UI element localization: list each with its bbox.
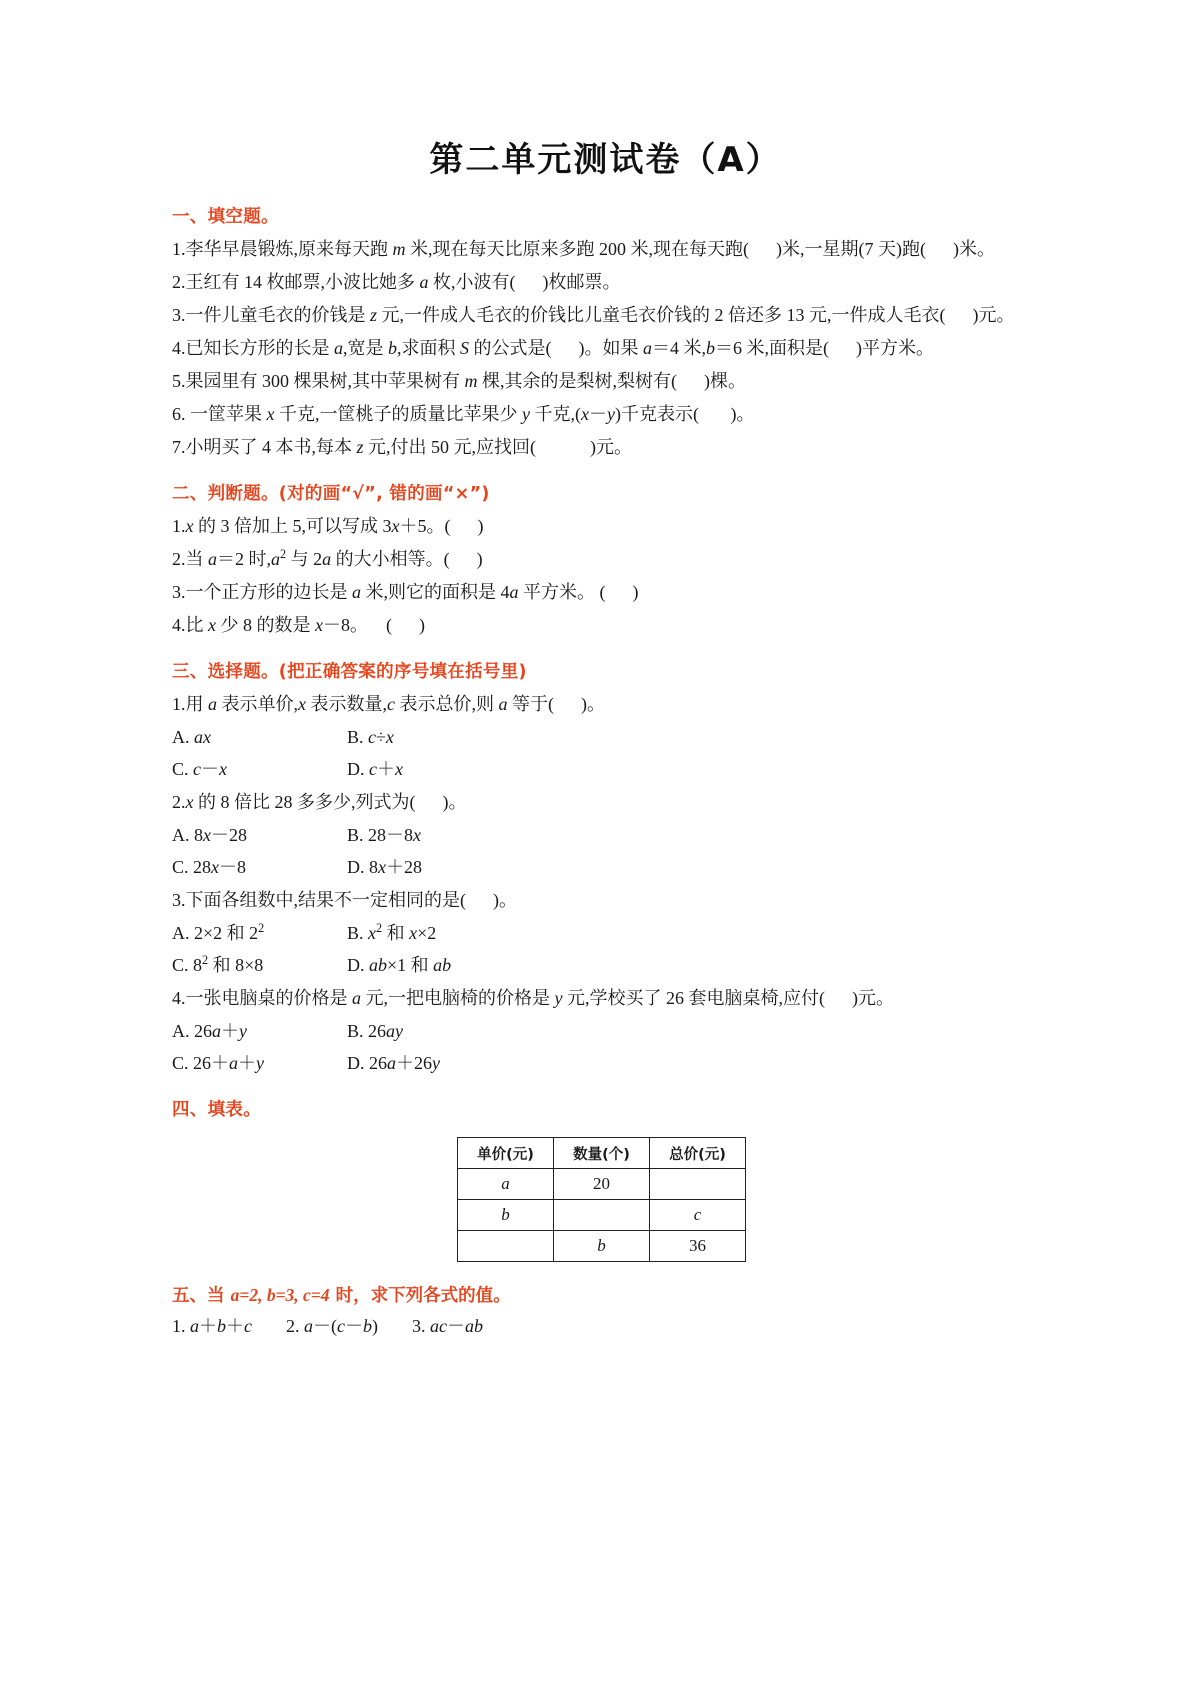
question-2-4: 4.比 x 少 8 的数是 x－8。 ( ) [172, 615, 425, 635]
question-3-1-options-row1 [172, 722, 1031, 752]
table-header-total-price: 总价(元) [650, 1138, 746, 1169]
table-row [458, 1231, 746, 1262]
question-3-4-stem: 4.一张电脑桌的价格是 a 元,一把电脑椅的价格是 y 元,学校买了 26 套电脑桌椅,应付( )元。 [172, 988, 894, 1008]
option-3-2-b[interactable]: B. 28－8x [347, 825, 422, 845]
option-3-3-c[interactable]: C. $8^2$ 和 8×8 [172, 953, 264, 975]
option-3-3-b[interactable]: B. $x^2$ 和 x×2 [347, 921, 437, 943]
section-heading-fill-in-blanks: 一、填空题。 [172, 207, 279, 227]
section-heading-true-false: 二、判断题。(对的画“√”, 错的画“×”) [172, 484, 490, 504]
option-3-4-c[interactable]: C. 26＋a＋y [172, 1053, 265, 1073]
question-1-7: 7.小明买了 4 本书,每本 z 元,付出 50 元,应找回( )元。 [172, 437, 633, 457]
question-3-2-stem: 2.x 的 8 倍比 28 多多少,列式为( )。 [172, 792, 467, 812]
option-3-3-d[interactable]: D. ab×1 和 ab [347, 955, 452, 975]
table-header-quantity: 数量(个) [554, 1138, 650, 1169]
cell-r1c2[interactable]: 20 [554, 1169, 650, 1200]
option-3-1-d[interactable]: D. c＋x [347, 759, 403, 779]
price-table-wrapper [172, 1137, 1031, 1262]
expression-1: 1. a＋b＋c [172, 1316, 252, 1336]
option-3-1-c[interactable]: C. c－x [172, 759, 228, 779]
expression-2: 2. a－(c－b) [286, 1316, 378, 1336]
question-3-4-options-row2 [172, 1048, 1031, 1078]
table-header-unit-price: 单价(元) [458, 1138, 554, 1169]
cell-r3c1[interactable] [458, 1231, 554, 1262]
option-3-4-d[interactable]: D. 26a＋26y [347, 1053, 440, 1073]
cell-r3c2[interactable]: b [554, 1231, 650, 1262]
cell-r2c1[interactable]: b [458, 1200, 554, 1231]
question-1-4: 4.已知长方形的长是 a,宽是 b,求面积 S 的公式是( )。如果 a＝4 米,b＝6 米,面积是( )平方米。 [172, 338, 934, 358]
worksheet-content [0, 203, 1191, 1341]
option-3-2-d[interactable]: D. 8x＋28 [347, 857, 422, 877]
cell-r3c3[interactable]: 36 [650, 1231, 746, 1262]
cell-r2c3[interactable]: c [650, 1200, 746, 1231]
question-2-2: 2.当 a＝2 时$,a^2$ 与 2a 的大小相等。( ) [172, 547, 483, 569]
question-1-2: 2.王红有 14 枚邮票,小波比她多 a 枚,小波有( )枚邮票。 [172, 272, 621, 292]
option-3-2-c[interactable]: C. 28x－8 [172, 857, 247, 877]
question-3-3-options-row1 [172, 918, 1031, 948]
table-row [458, 1200, 746, 1231]
sec5-suffix: 时，求下列各式的值。 [329, 1286, 511, 1306]
question-1-1: 1.李华早晨锻炼,原来每天跑 m 米,现在每天比原来多跑 200 米,现在每天跑( )米,一星期(7 天)跑( )米。 [172, 239, 995, 259]
option-3-2-a[interactable]: A. 8x－28 [172, 825, 247, 845]
evaluate-expressions [172, 1311, 1031, 1341]
question-3-1-stem: 1.用 a 表示单价,x 表示数量,c 表示总价,则 a 等于( )。 [172, 694, 605, 714]
section-heading-multiple-choice: 三、选择题。(把正确答案的序号填在括号里) [172, 662, 527, 682]
question-3-2-options-row1 [172, 820, 1031, 850]
question-2-3: 3.一个正方形的边长是 a 米,则它的面积是 4a 平方米。 ( ) [172, 582, 639, 602]
price-table [457, 1137, 746, 1262]
question-3-1-options-row2 [172, 754, 1031, 784]
question-1-3: 3.一件儿童毛衣的价钱是 z 元,一件成人毛衣的价钱比儿童毛衣价钱的 2 倍还多 13 元,一件成人毛衣( )元。 [172, 305, 1015, 325]
question-3-3-options-row2 [172, 950, 1031, 980]
question-3-4-options-row1 [172, 1016, 1031, 1046]
option-3-4-a[interactable]: A. 26a＋y [172, 1021, 247, 1041]
option-3-1-b[interactable]: B. c÷x [347, 727, 394, 747]
question-3-3-stem: 3.下面各组数中,结果不一定相同的是( )。 [172, 890, 517, 910]
cell-r2c2[interactable] [554, 1200, 650, 1231]
cell-r1c3[interactable] [650, 1169, 746, 1200]
section-heading-evaluate [172, 1282, 1031, 1307]
option-3-1-a[interactable]: A. ax [172, 727, 211, 747]
cell-r1c1[interactable]: a [458, 1169, 554, 1200]
sec5-values: a=2, b=3, c=4 [230, 1285, 330, 1305]
option-3-4-b[interactable]: B. 26ay [347, 1021, 404, 1041]
page-title: 第二单元测试卷（A） [429, 140, 782, 180]
expression-3: 3. ac－ab [412, 1316, 483, 1336]
section-heading-fill-table: 四、填表。 [172, 1100, 261, 1120]
question-1-5: 5.果园里有 300 棵果树,其中苹果树有 m 棵,其余的是梨树,梨树有( )棵。 [172, 371, 746, 391]
option-3-3-a[interactable]: A. 2×2 和 $2^2$ [172, 921, 265, 943]
table-header-row [458, 1138, 746, 1169]
sec5-prefix: 五、当 [172, 1286, 231, 1306]
question-1-6: 6. 一筐苹果 x 千克,一筐桃子的质量比苹果少 y 千克,(x－y)千克表示( )。 [172, 404, 755, 424]
table-row [458, 1169, 746, 1200]
question-2-1: 1.x 的 3 倍加上 5,可以写成 3x＋5。( ) [172, 516, 484, 536]
question-3-2-options-row2 [172, 852, 1031, 882]
